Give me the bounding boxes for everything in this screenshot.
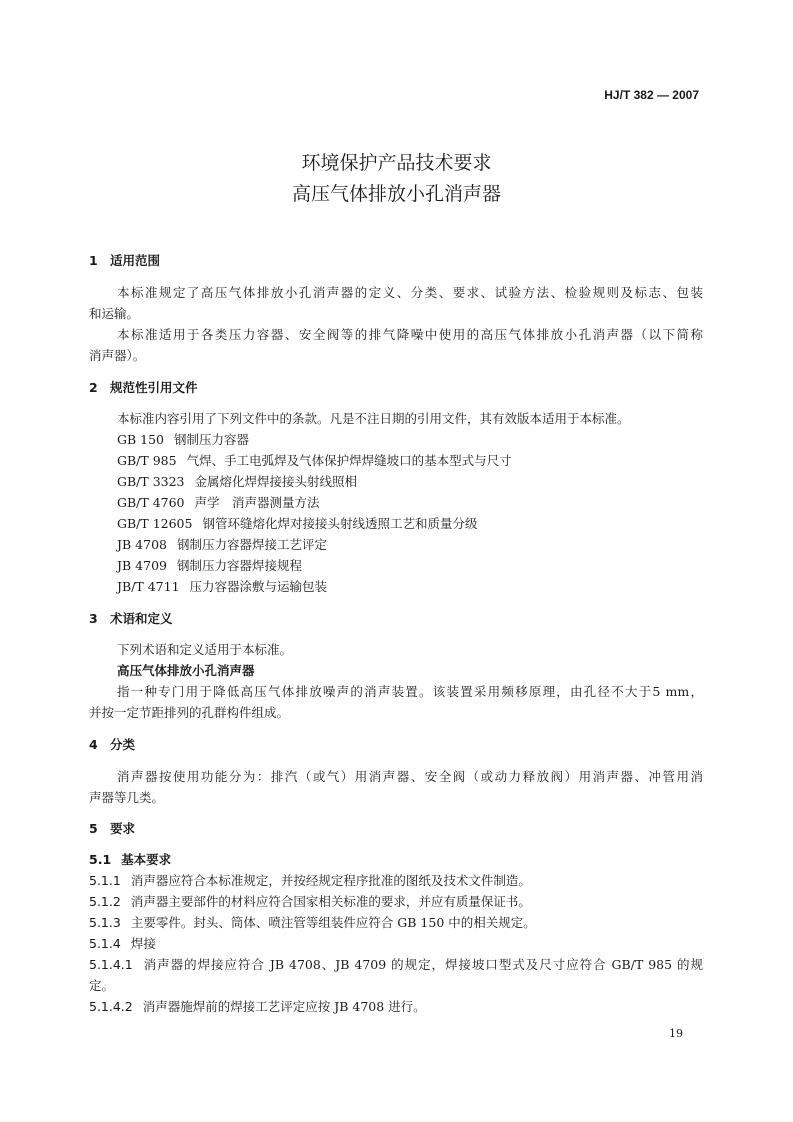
reference-code: GB/T 3323 <box>117 474 185 489</box>
definition-continuation: 并按一定节距排列的孔群构件组成。 <box>89 705 290 720</box>
clause-text: 消声器主要部件的材料应符合国家相关标准的要求，并应有质量保证书。 <box>130 894 531 909</box>
reference-item <box>117 430 249 448</box>
section-3-heading <box>89 609 173 627</box>
clause-number: 5.1.2 <box>89 894 121 909</box>
standard-number: HJ/T 382 — 2007 <box>604 88 699 102</box>
paragraph: 下列术语和定义适用于本标准。 <box>117 642 293 657</box>
clause-5-1-4-2 <box>89 997 426 1015</box>
clause-5-1-4 <box>89 934 156 952</box>
page-number: 19 <box>669 1027 683 1040</box>
clause-title: 基本要求 <box>121 852 172 867</box>
section-number: 4 <box>89 737 98 752</box>
reference-title: 钢管环缝熔化焊对接接头射线透照工艺和质量分级 <box>202 516 478 531</box>
reference-code: GB/T 4760 <box>117 495 185 510</box>
paragraph-continuation: 声器等几类。 <box>89 790 165 805</box>
section-4-heading <box>89 735 135 753</box>
section-number: 5 <box>89 821 98 836</box>
clause-text: 消声器的焊接应符合 JB 4708、JB 4709 的规定，焊接坡口型式及尺寸应符合 GB/T 985 的规 <box>142 957 703 972</box>
title-line-2: 高压气体排放小孔消声器 <box>291 183 501 205</box>
clause-number: 5.1.1 <box>89 873 121 888</box>
reference-item <box>117 451 512 469</box>
reference-title: 压力容器涂敷与运输包装 <box>189 579 328 594</box>
clause-continuation: 定。 <box>89 978 115 993</box>
reference-item <box>117 577 327 595</box>
paragraph: 本标准适用于各类压力容器、安全阀等的排气降噪中使用的高压气体排放小孔消声器（以下简称 <box>117 327 703 342</box>
section-2-heading <box>89 378 198 396</box>
section-number: 2 <box>89 380 98 395</box>
term-heading: 高压气体排放小孔消声器 <box>117 663 255 678</box>
reference-title: 钢制压力容器 <box>174 432 250 447</box>
reference-code: JB 4708 <box>117 537 167 552</box>
reference-title: 金属熔化焊焊接接头射线照相 <box>194 474 358 489</box>
paragraph-continuation: 消声器）。 <box>89 348 146 363</box>
clause-number: 5.1.3 <box>89 915 121 930</box>
clause-number: 5.1 <box>89 852 112 867</box>
section-1-heading <box>89 251 160 269</box>
clause-5-1-2 <box>89 892 531 910</box>
reference-title: 声学 消声器测量方法 <box>194 495 320 510</box>
reference-title: 气焊、手工电弧焊及气体保护焊焊缝坡口的基本型式与尺寸 <box>186 453 512 468</box>
section-title: 规范性引用文件 <box>110 380 198 395</box>
paragraph-continuation: 和运输。 <box>89 306 140 321</box>
clause-text: 消声器应符合本标准规定，并按经规定程序批准的图纸及技术文件制造。 <box>130 873 531 888</box>
clause-5-1-1 <box>89 871 531 889</box>
clause-text: 主要零件。封头、筒体、喷注管等组装件应符合 GB 150 中的相关规定。 <box>130 915 536 930</box>
reference-title: 钢制压力容器焊接工艺评定 <box>176 537 327 552</box>
paragraph: 本标准规定了高压气体排放小孔消声器的定义、分类、要求、试验方法、检验规则及标志、包装 <box>117 285 703 300</box>
section-title: 要求 <box>110 821 136 836</box>
title-line-1: 环境保护产品技术要求 <box>301 152 492 174</box>
section-title: 适用范围 <box>110 253 161 268</box>
reference-item <box>117 472 357 490</box>
section-5-heading <box>89 819 135 837</box>
reference-item <box>117 493 320 511</box>
clause-5-1-4-1 <box>89 955 703 973</box>
reference-item <box>117 514 477 532</box>
clause-5-1-3 <box>89 913 536 931</box>
clause-5-1 <box>89 850 171 868</box>
reference-title: 钢制压力容器焊接规程 <box>176 558 302 573</box>
clause-text: 消声器施焊前的焊接工艺评定应按 JB 4708 进行。 <box>142 999 426 1014</box>
section-number: 1 <box>89 253 98 268</box>
clause-number: 5.1.4 <box>89 936 121 951</box>
clause-number: 5.1.4.1 <box>89 957 133 972</box>
reference-code: GB/T 12605 <box>117 516 193 531</box>
clause-number: 5.1.4.2 <box>89 999 133 1014</box>
clause-text: 焊接 <box>130 936 156 951</box>
paragraph: 本标准内容引用了下列文件中的条款。凡是不注日期的引用文件，其有效版本适用于本标准。 <box>117 411 630 426</box>
reference-code: JB 4709 <box>117 558 167 573</box>
reference-item <box>117 556 302 574</box>
section-title: 分类 <box>110 737 136 752</box>
reference-code: GB/T 985 <box>117 453 177 468</box>
section-title: 术语和定义 <box>110 611 173 626</box>
reference-code: GB 150 <box>117 432 165 447</box>
definition: 指一种专门用于降低高压气体排放噪声的消声装置。该装置采用频移原理，由孔径不大于5 mm， <box>117 684 703 699</box>
reference-code: JB/T 4711 <box>117 579 180 594</box>
section-number: 3 <box>89 611 98 626</box>
reference-item <box>117 535 327 553</box>
paragraph: 消声器按使用功能分为：排汽（或气）用消声器、安全阀（或动力释放阀）用消声器、冲管用消 <box>117 769 703 784</box>
